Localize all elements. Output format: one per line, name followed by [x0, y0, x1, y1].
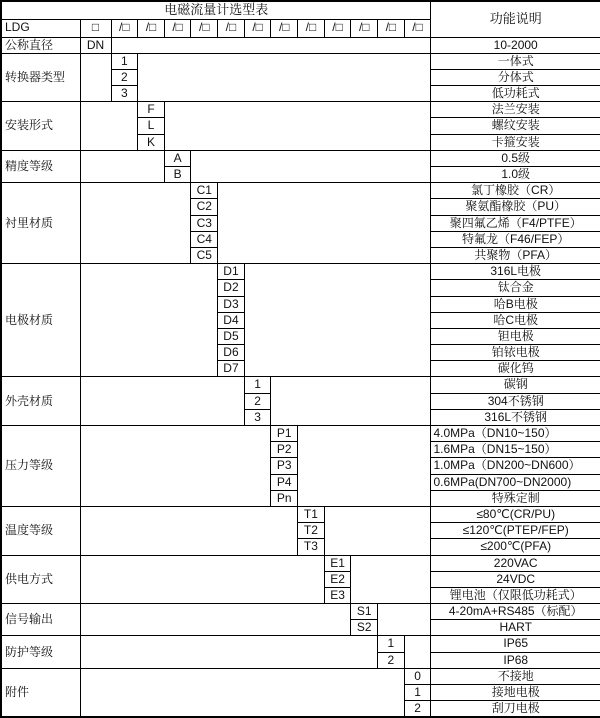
code-cell: 2 [378, 652, 405, 668]
table-row [1, 53, 600, 69]
slash-box-cell: /□ [111, 19, 138, 37]
description-cell: 一体式 [431, 53, 600, 69]
description-cell: 1.0级 [431, 167, 600, 183]
left-span-cell [80, 264, 218, 377]
right-span-cell [111, 37, 431, 53]
description-cell: 铂铱电极 [431, 345, 600, 361]
code-cell: 2 [244, 393, 271, 409]
slash-box-cell: /□ [218, 19, 245, 37]
table-row [1, 183, 600, 199]
table-row [1, 636, 600, 652]
description-cell: 法兰安装 [431, 102, 600, 118]
slash-box-cell: /□ [351, 19, 378, 37]
description-cell: 哈B电极 [431, 296, 600, 312]
description-cell: 1.0MPa（DN200~DN600） [431, 458, 600, 474]
left-span-cell [80, 506, 298, 555]
left-span-cell [80, 183, 191, 264]
code-cell: 2 [111, 69, 138, 85]
code-cell: T1 [298, 506, 325, 522]
description-cell: 螺纹安装 [431, 118, 600, 134]
right-span-cell [138, 53, 431, 102]
left-span-cell [80, 53, 111, 102]
slash-box-cell: /□ [271, 19, 298, 37]
description-cell: 低功耗式 [431, 86, 600, 102]
category-label: 衬里材质 [1, 183, 80, 264]
category-label: 供电方式 [1, 555, 80, 604]
right-span-cell [404, 636, 431, 668]
description-cell: 1.6MPa（DN15~150） [431, 442, 600, 458]
table-row [1, 37, 600, 53]
code-cell: 2 [404, 701, 431, 717]
left-span-cell [80, 150, 164, 182]
code-cell: C4 [191, 231, 218, 247]
category-label: 防护等级 [1, 636, 80, 668]
description-cell: 卡箍安装 [431, 134, 600, 150]
right-span-cell [324, 506, 431, 555]
function-column-header: 功能说明 [431, 1, 600, 37]
table-row [1, 506, 600, 522]
code-cell: A [164, 150, 191, 166]
slash-box-cell: /□ [138, 19, 165, 37]
table-row [1, 426, 600, 442]
right-span-cell [298, 426, 431, 507]
category-label: 电极材质 [1, 264, 80, 377]
code-cell: 1 [378, 636, 405, 652]
code-cell: B [164, 167, 191, 183]
description-cell: 特氟龙（F46/FEP） [431, 231, 600, 247]
right-span-cell [244, 264, 431, 377]
code-cell: P3 [271, 458, 298, 474]
code-cell: L [138, 118, 165, 134]
code-cell: 1 [111, 53, 138, 69]
right-span-cell [218, 183, 431, 264]
slash-box-cell: /□ [404, 19, 431, 37]
slash-box-cell: /□ [191, 19, 218, 37]
table-row [1, 668, 600, 684]
description-cell: IP68 [431, 652, 600, 668]
code-cell: C2 [191, 199, 218, 215]
category-label: 公称直径 [1, 37, 80, 53]
slash-box-cell: /□ [164, 19, 191, 37]
description-cell: ≤200℃(PFA) [431, 539, 600, 555]
description-cell: 聚四氟乙烯（F4/PTFE） [431, 215, 600, 231]
title-row [1, 1, 600, 19]
category-label: 转换器类型 [1, 53, 80, 102]
table-row [1, 555, 600, 571]
slash-box-cell: /□ [298, 19, 325, 37]
code-cell: E2 [324, 571, 351, 587]
code-cell: D5 [218, 328, 245, 344]
description-cell: 10-2000 [431, 37, 600, 53]
description-cell: 碳钢 [431, 377, 600, 393]
description-cell: 特殊定制 [431, 490, 600, 506]
model-code-cell: LDG [1, 19, 80, 37]
code-cell: P2 [271, 442, 298, 458]
code-cell: 1 [244, 377, 271, 393]
code-cell: S1 [351, 604, 378, 620]
description-cell: ≤120℃(PTEP/FEP) [431, 523, 600, 539]
left-span-cell [80, 426, 271, 507]
category-label: 温度等级 [1, 506, 80, 555]
code-cell: 3 [111, 86, 138, 102]
right-span-cell [191, 150, 431, 182]
category-label: 安装形式 [1, 102, 80, 151]
code-cell: DN [80, 37, 111, 53]
description-cell: IP65 [431, 636, 600, 652]
code-cell: 3 [244, 409, 271, 425]
description-cell: 不接地 [431, 668, 600, 684]
code-cell: 0 [404, 668, 431, 684]
left-span-cell [80, 555, 324, 604]
code-cell: D7 [218, 361, 245, 377]
description-cell: HART [431, 620, 600, 636]
code-cell: D3 [218, 296, 245, 312]
slash-box-cell: /□ [378, 19, 405, 37]
description-cell: 碳化钨 [431, 361, 600, 377]
description-cell: 220VAC [431, 555, 600, 571]
left-span-cell [80, 668, 404, 717]
description-cell: 刮刀电极 [431, 701, 600, 717]
description-cell: 钛合金 [431, 280, 600, 296]
code-cell: P4 [271, 474, 298, 490]
category-label: 精度等级 [1, 150, 80, 182]
code-cell: D4 [218, 312, 245, 328]
code-cell: P1 [271, 426, 298, 442]
right-span-cell [351, 555, 431, 604]
description-cell: 共聚物（PFA） [431, 247, 600, 263]
description-cell: 接地电极 [431, 685, 600, 701]
description-cell: 24VDC [431, 571, 600, 587]
code-cell: S2 [351, 620, 378, 636]
right-span-cell [271, 377, 431, 426]
code-cell: E1 [324, 555, 351, 571]
base-box-cell: □ [80, 19, 111, 37]
right-span-cell [378, 604, 431, 636]
category-label: 附件 [1, 668, 80, 717]
code-cell: D1 [218, 264, 245, 280]
code-cell: Pn [271, 490, 298, 506]
code-cell: E3 [324, 587, 351, 603]
description-cell: 分体式 [431, 69, 600, 85]
left-span-cell [80, 102, 138, 151]
code-cell: D2 [218, 280, 245, 296]
description-cell: 4-20mA+RS485（标配） [431, 604, 600, 620]
description-cell: 304不锈钢 [431, 393, 600, 409]
description-cell: 4.0MPa（DN10~150） [431, 426, 600, 442]
code-cell: C1 [191, 183, 218, 199]
code-cell: T2 [298, 523, 325, 539]
slash-box-cell: /□ [324, 19, 351, 37]
description-cell: 钽电极 [431, 328, 600, 344]
left-span-cell [80, 636, 378, 668]
table-row [1, 604, 600, 620]
code-cell: T3 [298, 539, 325, 555]
table-row [1, 150, 600, 166]
right-span-cell [164, 102, 431, 151]
code-cell: C5 [191, 247, 218, 263]
table-row [1, 377, 600, 393]
description-cell: 氯丁橡胶（CR） [431, 183, 600, 199]
description-cell: 锂电池（仅限低功耗式） [431, 587, 600, 603]
category-label: 信号输出 [1, 604, 80, 636]
left-span-cell [80, 377, 244, 426]
page-title: 电磁流量计选型表 [1, 1, 431, 19]
description-cell: 哈C电极 [431, 312, 600, 328]
description-cell: ≤80℃(CR/PU) [431, 506, 600, 522]
code-cell: 1 [404, 685, 431, 701]
description-cell: 聚氨酯橡胶（PU） [431, 199, 600, 215]
category-label: 压力等级 [1, 426, 80, 507]
code-cell: K [138, 134, 165, 150]
description-cell: 316L电极 [431, 264, 600, 280]
slash-box-cell: /□ [244, 19, 271, 37]
table-row [1, 102, 600, 118]
code-cell: D6 [218, 345, 245, 361]
description-cell: 0.5级 [431, 150, 600, 166]
table-row [1, 264, 600, 280]
code-cell: C3 [191, 215, 218, 231]
code-cell: F [138, 102, 165, 118]
description-cell: 0.6MPa(DN700~DN2000) [431, 474, 600, 490]
description-cell: 316L不锈钢 [431, 409, 600, 425]
category-label: 外壳材质 [1, 377, 80, 426]
left-span-cell [80, 604, 351, 636]
